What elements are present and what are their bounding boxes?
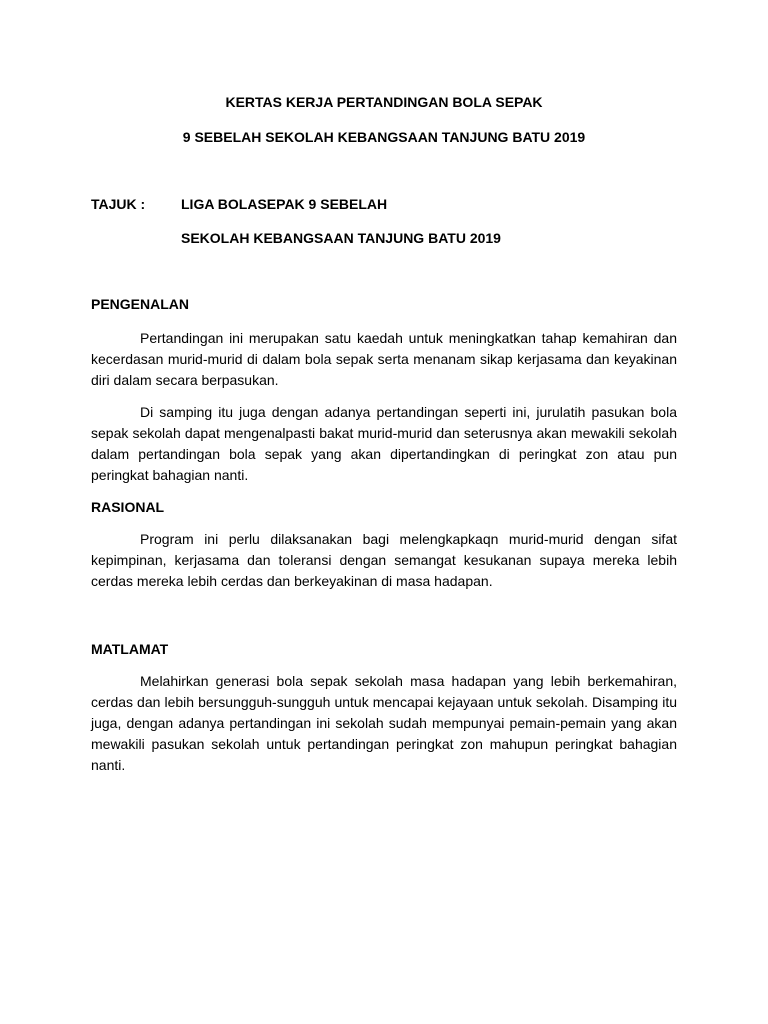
rasional-paragraph: Program ini perlu dilaksanakan bagi melengkapkaqn murid-murid dengan sifat kepimpinan, kerjasama dan toleransi dengan semangat kesukanan supaya mereka lebih cerdas mereka lebih cerdas dan berkeyakinan di masa hadapan. (91, 531, 677, 589)
pengenalan-paragraph-1: Pertandingan ini merupakan satu kaedah untuk meningkatkan tahap kemahiran dan kecerdasan murid-murid di dalam bola sepak serta menanam sikap kerjasama dan keyakinan diri dalam secara berpasukan. (91, 330, 677, 388)
document-title-line-2: 9 SEBELAH SEKOLAH KEBANGSAAN TANJUNG BATU 2019 (182, 129, 586, 145)
section-heading-matlamat: MATLAMAT (91, 641, 169, 657)
section-heading-pengenalan: PENGENALAN (91, 296, 190, 312)
pengenalan-paragraph-2: Di samping itu juga dengan adanya pertandingan seperti ini, jurulatih pasukan bola sepak sekolah dapat mengenalpasti bakat murid-murid dan seterusnya akan mewakili sekolah dalam pertandingan bola sepak yang akan dipertandingkan di peringkat zon atau pun peringkat bahagian nanti. (91, 404, 677, 483)
matlamat-paragraph: Melahirkan generasi bola sepak sekolah masa hadapan yang lebih berkemahiran, cerdas dan lebih bersungguh-sungguh untuk mencapai kejayaan untuk sekolah. Disamping itu juga, dengan adanya pertandingan ini sekolah sudah mempunyai pemain-pemain yang akan mewakili pasukan sekolah untuk pertandingan peringkat zon mahupun peringkat bahagian nanti. (91, 673, 677, 773)
tajuk-value-line-2: SEKOLAH KEBANGSAAN TANJUNG BATU 2019 (181, 230, 501, 246)
section-heading-rasional: RASIONAL (91, 499, 165, 515)
tajuk-label: TAJUK : (91, 196, 146, 212)
tajuk-value-line-1: LIGA BOLASEPAK 9 SEBELAH (181, 196, 388, 212)
document-title-line-1: KERTAS KERJA PERTANDINGAN BOLA SEPAK (225, 94, 543, 110)
